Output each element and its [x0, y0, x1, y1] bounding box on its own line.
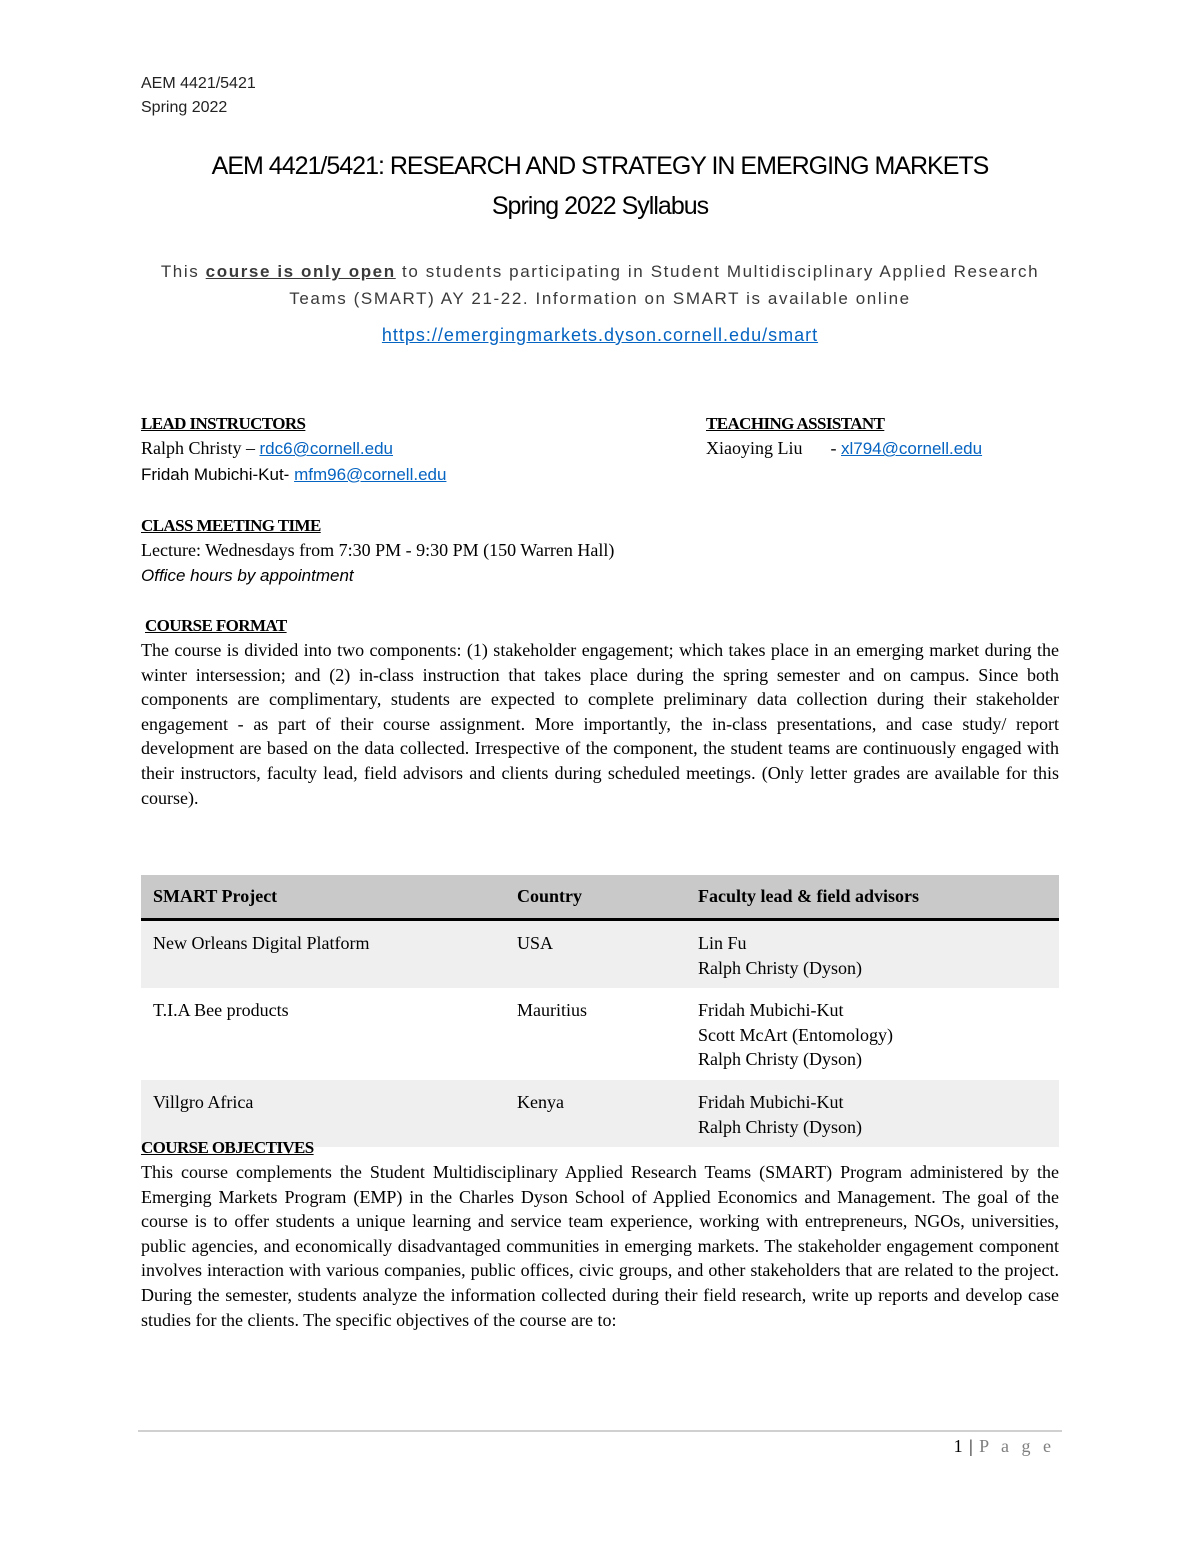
instructor-2 — [141, 462, 446, 487]
project-country: USA — [505, 920, 686, 989]
advisor: Lin Fu — [698, 933, 747, 953]
project-country: Mauritius — [517, 1000, 587, 1021]
course-objectives-text: This course complements the Student Multidisciplinary Applied Research Teams (SMART) Program administered by the Emerging Markets Program (EMP) in the Charles Dyson School of Applied Economics and Management. The goal of the course is to offer students a unique learning and service team experience, working with entrepreneurs, NGOs, universities, public agencies, and economically disadvantaged communities in emerging markets. The stakeholder engagement component involves interaction with various companies, public offices, civic groups, and other stakeholders that are related to the project. During the semester, students analyze the information collected during their field research, write up reports and develop case studies for the clients. The specific objectives of the course are to: — [141, 1162, 1059, 1330]
title-line-2: Spring 2022 Syllabus — [491, 192, 709, 220]
instructor-1-name: Ralph Christy – — [141, 438, 260, 458]
smart-projects-table — [141, 875, 1059, 1147]
instructor-1-email-link[interactable]: rdc6@cornell.edu — [259, 439, 394, 458]
project-name: T.I.A Bee products — [153, 1000, 289, 1021]
header-term: Spring 2022 — [141, 99, 228, 116]
teaching-assistant-section — [706, 414, 982, 462]
instructor-1 — [141, 436, 446, 462]
title-line-1: AEM 4421/5421: RESEARCH AND STRATEGY IN EMERGING MARKETS — [211, 152, 989, 180]
teaching-assistant-heading: TEACHING ASSISTANT — [706, 414, 885, 433]
notice-emphasis: course is only open — [205, 262, 396, 281]
class-meeting-heading: CLASS MEETING TIME — [141, 516, 321, 535]
running-header — [141, 72, 256, 120]
project-advisors — [686, 988, 1059, 1080]
advisor: Fridah Mubichi-Kut — [698, 1000, 844, 1021]
page-number: 1 — [953, 1436, 964, 1456]
lead-instructors-heading: LEAD INSTRUCTORS — [141, 414, 306, 433]
course-format-section — [141, 616, 1059, 810]
course-format-heading: COURSE FORMAT — [145, 616, 287, 635]
footer-divider — [138, 1430, 1062, 1432]
project-name: Villgro Africa — [141, 1080, 505, 1147]
enrollment-notice — [140, 258, 1060, 312]
course-format-text: The course is divided into two components: (1) stakeholder engagement; which takes place in an emerging market during the winter intersession; and (2) in-class instruction that takes place during the spring semester and on campus. Since both components are complimentary, students are expected to complete preliminary data collection during their stakeholder engagement - as part of their course assignment. More importantly, the in-class presentations, and case study/ report development are based on the data collected. Irrespective of the component, the student teams are continuously engaged with their instructors, faculty lead, field advisors and clients during scheduled meetings. (Only letter grades are available for this course). — [141, 640, 1059, 808]
notice-prefix: This — [160, 262, 206, 281]
project-advisors — [686, 920, 1059, 989]
table-row — [141, 988, 1059, 1080]
ta-separator: - — [830, 438, 841, 458]
lead-instructors-section — [141, 414, 446, 487]
document-title — [0, 146, 1200, 226]
ta-email-link[interactable]: xl794@cornell.edu — [841, 439, 983, 458]
smart-website-link[interactable]: https://emergingmarkets.dyson.cornell.edu/smart — [381, 325, 819, 345]
notice-text: to students participating in Student Multidisciplinary Applied Research Teams (SMART) AY 21-22. Information on SMART is available online — [289, 262, 1040, 308]
lecture-schedule: Lecture: Wednesdays from 7:30 PM - 9:30 PM (150 Warren Hall) — [141, 540, 615, 560]
advisor: Scott McArt (Entomology) — [698, 1024, 893, 1045]
instructor-2-name: Fridah Mubichi-Kut- — [141, 464, 295, 484]
table-row — [141, 920, 1059, 989]
advisor: Ralph Christy (Dyson) — [698, 1116, 862, 1137]
table-header-row — [141, 875, 1059, 920]
advisor: Ralph Christy (Dyson) — [698, 1049, 862, 1070]
smart-link-line — [0, 325, 1200, 346]
page-label: P a g e — [979, 1436, 1055, 1456]
course-objectives-heading: COURSE OBJECTIVES — [141, 1138, 314, 1157]
page-separator: | — [963, 1436, 980, 1456]
page-footer — [954, 1436, 1055, 1457]
ta-name: Xiaoying Liu — [706, 438, 803, 458]
office-hours: Office hours by appointment — [141, 565, 354, 585]
header-advisors: Faculty lead & field advisors — [686, 875, 1059, 920]
instructor-2-email-link[interactable]: mfm96@cornell.edu — [294, 464, 447, 484]
project-name: New Orleans Digital Platform — [141, 920, 505, 989]
course-objectives-section — [141, 1138, 1059, 1332]
advisor: Fridah Mubichi-Kut — [698, 1091, 844, 1112]
advisor: Ralph Christy (Dyson) — [698, 957, 862, 978]
header-course-code: AEM 4421/5421 — [141, 75, 256, 92]
header-smart-project: SMART Project — [141, 875, 505, 920]
project-country: Kenya — [505, 1080, 686, 1147]
class-meeting-section — [141, 516, 614, 589]
header-country: Country — [505, 875, 686, 920]
ta-entry — [706, 436, 982, 462]
